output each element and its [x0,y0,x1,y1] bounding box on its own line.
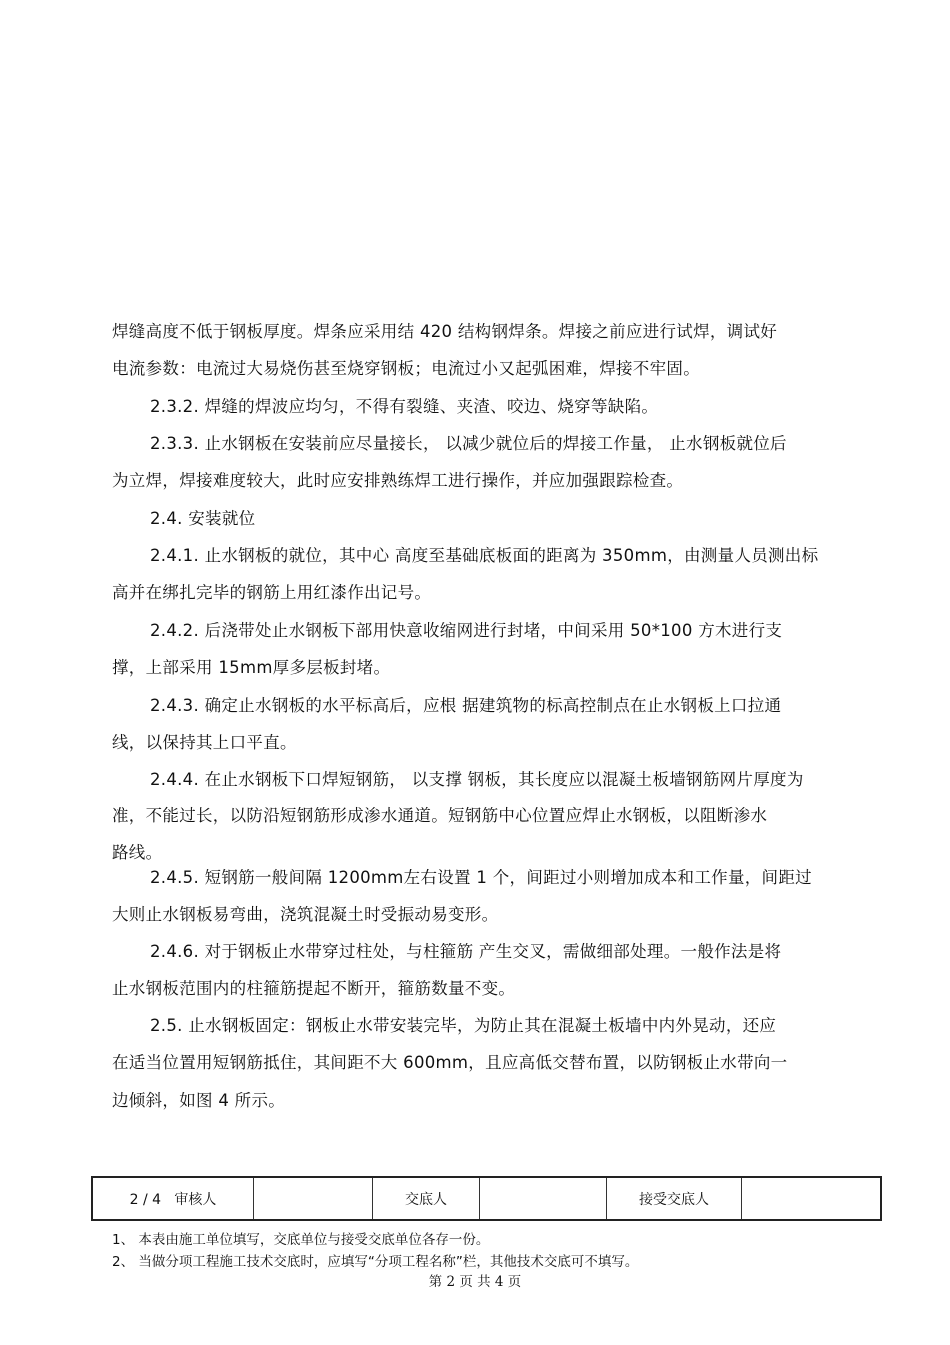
text-line: 2.4.6. 对于钢板止水带穿过柱处，与柱箍筋 产生交叉，需做细部处理。一般作法是将 [150,942,782,961]
text-line: 2.3.3. 止水钢板在安装前应尽量接长， 以减少就位后的焊接工作量， 止水钢板就位后 [150,434,787,453]
text-line: 大则止水钢板易弯曲，浇筑混凝土时受振动易变形。 [112,905,499,924]
text-line: 止水钢板范围内的柱箍筋提起不断开，箍筋数量不变。 [112,979,516,998]
page-ref: 2 / 4 [129,1191,162,1208]
section-heading: 2.4. 安装就位 [150,509,256,528]
reviewer-label: 审核人 [174,1191,217,1208]
text-line: 撑，上部采用 15mm厚多层板封堵。 [112,658,391,677]
text-line: 电流参数：电流过大易烧伤甚至烧穿钢板；电流过小又起弧困难，焊接不牢固。 [112,359,700,378]
text-line: 2.5. 止水钢板固定：钢板止水带安装完毕，为防止其在混凝土板墙中内外晃动，还应 [150,1016,777,1035]
text-line: 2.4.4. 在止水钢板下口焊短钢筋， 以支撑 钢板，其长度应以混凝土板墙钢筋网片厚度为 [150,770,804,789]
reviewer-value [254,1177,373,1220]
text-line: 2.4.1. 止水钢板的就位，其中心 高度至基础底板面的距离为 350mm，由测量人员测出标 [150,546,819,565]
text-line: 2.4.3. 确定止水钢板的水平标高后，应根 据建筑物的标高控制点在止水钢板上口拉通 [150,696,782,715]
text-line: 2.4.2. 后浇带处止水钢板下部用快意收缩网进行封堵，中间采用 50*100 方木进行支 [150,621,783,640]
discloser-value [480,1177,607,1220]
text-line: 准，不能过长，以防沿短钢筋形成渗水通道。短钢筋中心位置应焊止水钢板，以阻断渗水 [112,806,768,825]
page-footer: 第 2 页 共 4 页 [428,1274,522,1290]
signature-table [91,1176,882,1221]
note-1: 1、 本表由施工单位填写，交底单位与接受交底单位各存一份。 [112,1232,490,1248]
text-line: 线，以保持其上口平直。 [112,733,297,752]
text-line: 为立焊，焊接难度较大，此时应安排熟练焊工进行操作，并应加强跟踪检查。 [112,471,684,490]
receiver-value [742,1177,882,1220]
text-line: 在适当位置用短钢筋抵住，其间距不大 600mm，且应高低交替布置，以防钢板止水带向一 [112,1053,788,1072]
text-line: 路线。 [112,843,163,862]
discloser-label: 交底人 [373,1177,480,1220]
text-line: 焊缝高度不低于钢板厚度。焊条应采用结 420 结构钢焊条。焊接之前应进行试焊，调试好 [112,322,778,341]
text-line: 2.3.2. 焊缝的焊波应均匀，不得有裂缝、夹渣、咬边、烧穿等缺陷。 [150,397,659,416]
text-line: 2.4.5. 短钢筋一般间隔 1200mm左右设置 1 个，间距过小则增加成本和工作量，间距过 [150,868,812,887]
signature-table-cell [92,1177,254,1220]
text-line: 高并在绑扎完毕的钢筋上用红漆作出记号。 [112,583,432,602]
note-2: 2、 当做分项工程施工技术交底时，应填写“分项工程名称”栏，其他技术交底可不填写。 [112,1254,639,1270]
text-line: 边倾斜，如图 4 所示。 [112,1091,286,1110]
receiver-label: 接受交底人 [607,1177,742,1220]
